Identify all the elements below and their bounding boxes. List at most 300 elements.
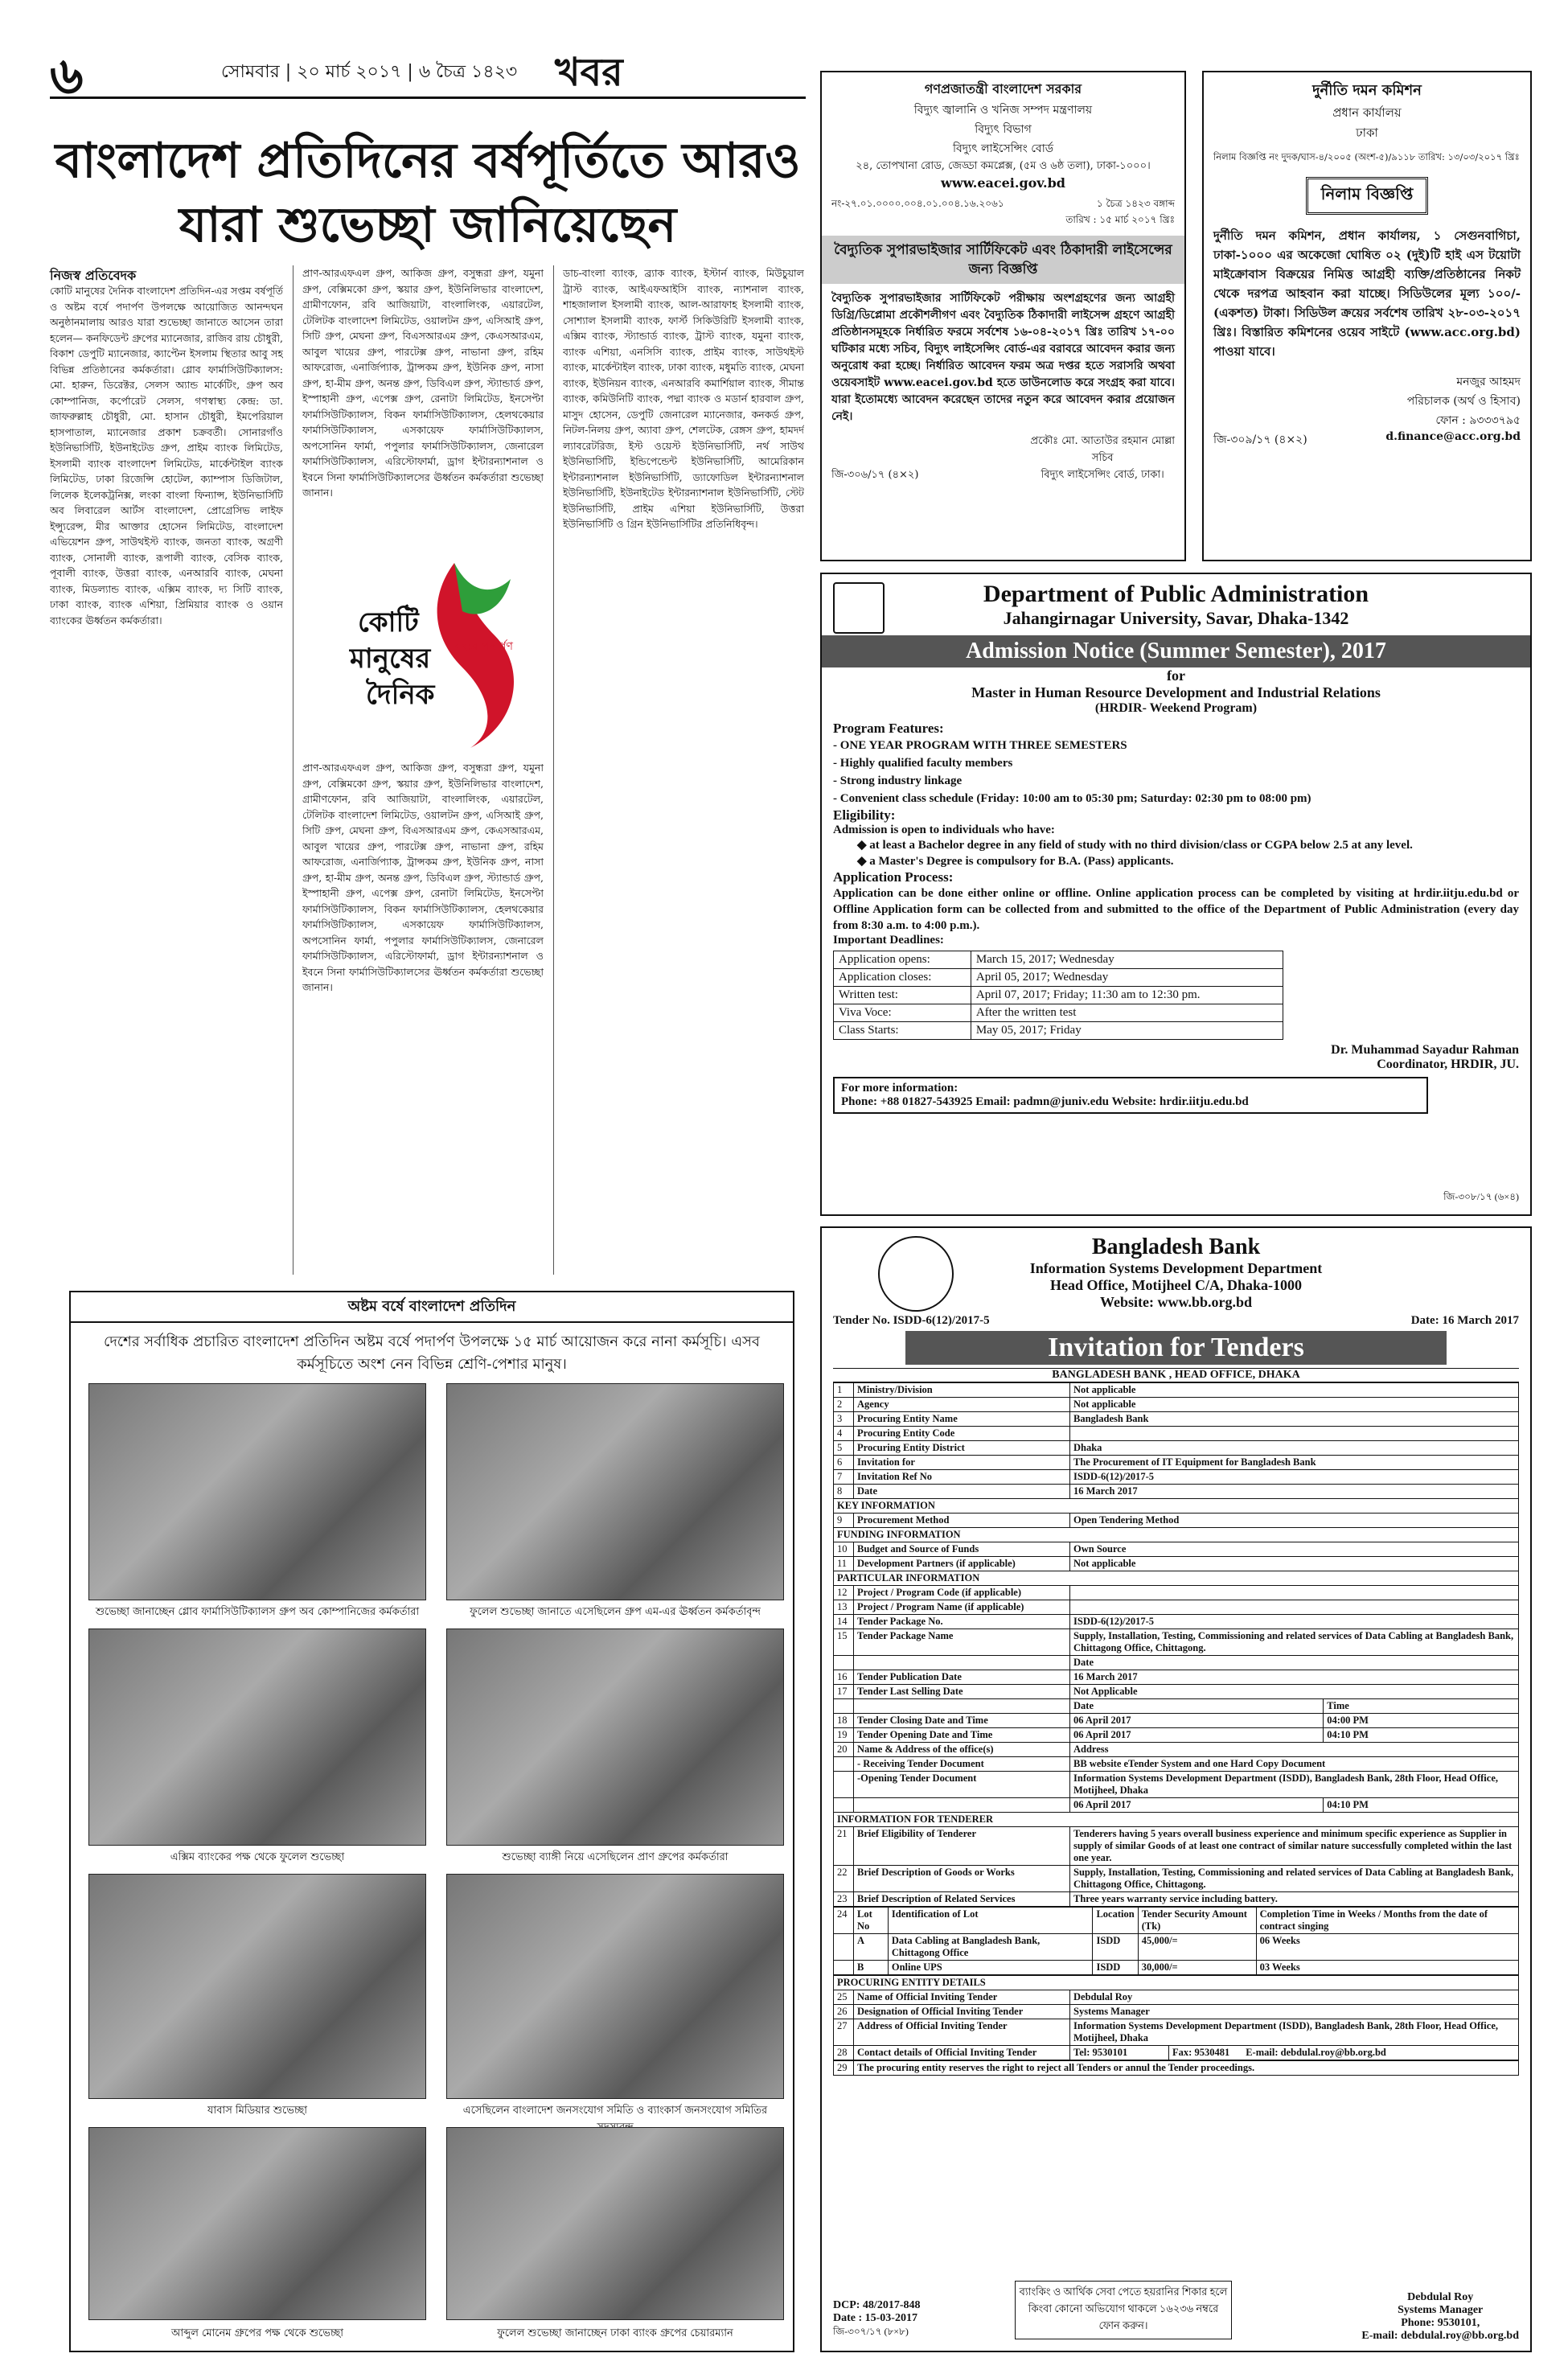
section-name: খবর (555, 50, 623, 95)
row-value: Date (1070, 1656, 1519, 1670)
table-row (834, 1485, 1519, 1499)
acc-footer (1213, 430, 1521, 450)
row-number (834, 1656, 854, 1670)
ju-deadline-row (834, 951, 1283, 969)
ju-deadline-label: Class Starts: (834, 1022, 971, 1040)
row-label: Brief Description of Goods or Works (854, 1866, 1070, 1892)
lot-no: B (854, 1961, 889, 1975)
photo-3 (88, 1629, 426, 1846)
row-label (854, 1798, 1070, 1813)
ju-deadlines-table (833, 951, 1283, 1040)
table-row (834, 1441, 1519, 1456)
photo-2 (446, 1383, 784, 1600)
row-number (834, 1961, 854, 1975)
table-row (834, 1629, 1519, 1656)
lot-name: Data Cabling at Bangladesh Bank, Chittagong Office (888, 1934, 1093, 1961)
row-number: 28 (834, 2046, 854, 2060)
bpdb-ref: জি-৩০৬/১৭ (৪×২) (831, 469, 919, 481)
bpdb-website: www.eacei.gov.bd (941, 175, 1065, 191)
row-value: Tel: 9530101 (1070, 2046, 1169, 2060)
row-value-2: 04:10 PM (1324, 1728, 1519, 1743)
lot-time: 03 Weeks (1256, 1961, 1518, 1975)
row-label: Contact details of Official Inviting Tender (854, 2046, 1070, 2060)
row-number: 25 (834, 1990, 854, 2005)
table-row (834, 1798, 1519, 1813)
bpdb-date-1: ১ চৈত্র ১৪২৩ বঙ্গাব্দ (1096, 198, 1175, 209)
acc-email: d.finance@acc.org.bd (1385, 430, 1521, 443)
row-value: The Procurement of IT Equipment for Bangladesh Bank (1070, 1456, 1519, 1470)
ju-eligibility-item: ◆ at least a Bachelor degree in any field of study with no third division/class or CGPA below 2.5 at any level. (857, 839, 1413, 852)
row-value (1070, 1586, 1519, 1600)
bb-sig-phone: Phone: 9530101, (1401, 2317, 1480, 2329)
lot-loc: ISDD (1093, 1961, 1138, 1975)
bb-table-title: BANGLADESH BANK , HEAD OFFICE, DHAKA (833, 1368, 1519, 1382)
table-row (834, 1542, 1519, 1557)
row-value: Not applicable (1070, 1398, 1519, 1412)
bb-dept: Information Systems Development Department (1029, 1260, 1323, 1276)
row-label: - Receiving Tender Document (854, 1757, 1070, 1772)
row-number: 14 (834, 1615, 854, 1629)
row-number: 16 (834, 1670, 854, 1685)
lot-no: A (854, 1934, 889, 1961)
lot-row (834, 1934, 1519, 1961)
table-section-label: PROCURING ENTITY DETAILS (834, 1976, 1519, 1990)
ju-for: for (1167, 667, 1185, 684)
bpdb-signatory-title: সচিব (1091, 452, 1114, 464)
row-label (854, 1699, 1070, 1714)
ju-deadline-value: March 15, 2017; Wednesday (971, 951, 1283, 969)
table-row (834, 2005, 1519, 2019)
row-value: Information Systems Development Department (ISDD), Bangladesh Bank, 28th Floor, Head Office, Motijheel, Dhaka (1070, 1772, 1519, 1798)
bb-tender-no: Tender No. ISDD-6(12)/2017-5 (833, 1314, 990, 1327)
row-number (834, 1699, 854, 1714)
ju-deadline-label: Application opens: (834, 951, 971, 969)
table-section-row (834, 1528, 1519, 1542)
table-row (834, 1866, 1519, 1892)
row-number: 12 (834, 1586, 854, 1600)
row-number: 27 (834, 2019, 854, 2046)
ju-eligibility-intro: Admission is open to individuals who have: (833, 824, 1055, 836)
bb-entity-table (833, 1975, 1519, 2060)
ju-features (833, 737, 1519, 807)
table-row (834, 1557, 1519, 1571)
acc-signatory: মনজুর আহমদ (1456, 376, 1521, 388)
row-number: 3 (834, 1412, 854, 1427)
lot-loc: ISDD (1093, 1934, 1138, 1961)
row-label: Ministry/Division (854, 1383, 1070, 1398)
bpdb-signature (1030, 433, 1175, 484)
table-section-row (834, 1499, 1519, 1514)
ju-deadline-value: April 05, 2017; Wednesday (971, 969, 1283, 987)
row-number: 15 (834, 1629, 854, 1656)
ju-signatory: Dr. Muhammad Sayadur Rahman (1331, 1043, 1519, 1057)
row-value-2: 04:10 PM (1324, 1798, 1519, 1813)
row-label: Date (854, 1485, 1070, 1499)
photo-caption-8: ফুলেল শুভেচ্ছা জানাচ্ছেন ঢাকা ব্যাংক গ্রুপের চেয়ারম্যান (497, 2327, 733, 2339)
table-row (834, 1600, 1519, 1615)
row-label: Tender Package Name (854, 1629, 1070, 1656)
row-value: Own Source (1070, 1542, 1519, 1557)
row-number: 23 (834, 1892, 854, 1907)
row-number: 4 (834, 1427, 854, 1441)
article-text-3: ডাচ-বাংলা ব্যাংক, ব্র্যাক ব্যাংক, ইস্টার্ন ব্যাংক, মিউচুয়াল ট্রাস্ট ব্যাংক, আইএফআইসি ব্যাংক, ন্যাশনাল ব্যাংক, শাহজালাল ইসলামী ব্যাংক, আল-আরাফাহ ইসলামী ব্যাংক, সোশ্যাল ইসলামী ব্যাংক, ফার্স্ট সিকিউরিটি ইসলামী ব্যাংক, এক্সিম ব্যাংক, স্ট্যান্ডার্ড ব্যাংক, ট্রাস্ট ব্যাংক, যমুনা ব্যাংক, ব্যাংক এশিয়া, এনসিসি ব্যাংক, প্রাইম ব্যাংক, সাউথইস্ট ব্যাংক, মার্কেন্টাইল ব্যাংক, ঢাকা ব্যাংক, মধুমতি ব্যাংক, মেঘনা ব্যাংক, ইউনিয়ন ব্যাংক, এনআরবি কমার্শিয়াল ব্যাংক, সীমান্ত ব্যাংক, কমিউনিটি ব্যাংক, পদ্মা ব্যাংক ও মডার্ন হারবাল গ্রুপ, মাসুদ হোসেন, ডেপুটি জেনারেল ম্যানেজার, কনকর্ড গ্রুপ, নিটল-নিলয় গ্রুপ, অ্যাবা গ্রুপ, শেলটেক, রেঙ্গস গ্রুপ, হামদর্দ ল্যাবরেটরিজ, ইস্ট ওয়েস্ট ইউনিভার্সিটি, নর্থ সাউথ ইউনিভার্সিটি, ইন্ডিপেন্ডেন্ট ইউনিভার্সিটি, আমেরিকান ইন্টারন্যাশনাল ইউনিভার্সিটি, ড্যাফোডিল ইন্টারন্যাশনাল ইউনিভার্সিটি, ইউনাইটেড ইন্টারন্যাশনাল ইউনিভার্সিটি, স্টেট ইউনিভার্সিটি, প্রাইম এশিয়া ইউনিভার্সিটি, উত্তরা ইউনিভার্সিটি ও গ্রিন ইউনিভার্সিটির প্রতিনিধিবৃন্দ। (563, 267, 804, 530)
row-value: Supply, Installation, Testing, Commissioning and related services of Data Cabling at Bangladesh Bank, Chittagong Office, Chittagong. (1070, 1866, 1519, 1892)
table-row (834, 1772, 1519, 1798)
ju-feature: - ONE YEAR PROGRAM WITH THREE SEMESTERS (833, 739, 1127, 752)
acc-title-2: প্রধান কার্যালয় (1332, 105, 1402, 120)
row-value: Address (1070, 1743, 1519, 1757)
ju-deadline-row (834, 1022, 1283, 1040)
photo-8 (446, 2127, 784, 2320)
table-row (834, 1827, 1519, 1866)
ju-contact-heading: For more information: (841, 1082, 958, 1095)
row-value: 16 March 2017 (1070, 1485, 1519, 1499)
page-number: ৬ (50, 46, 84, 106)
photo-caption-5: যাবাস মিডিয়ার শুভেচ্ছা (207, 2105, 308, 2117)
row-label: Invitation for (854, 1456, 1070, 1470)
photo-caption-1: শুভেচ্ছা জানাচ্ছেন গ্লোব ফার্মাসিউটিক্যালস গ্রুপ অব কোম্পানিজের কর্মকর্তারা (95, 1606, 420, 1618)
acc-phone: ফোন : ৯৩৩৩৭৯৫ (1435, 414, 1521, 427)
lot-name: Online UPS (888, 1961, 1093, 1975)
article-headline (50, 129, 806, 257)
bpdb-title-3: বিদ্যুৎ বিভাগ (975, 123, 1032, 136)
row-value: Not applicable (1070, 1557, 1519, 1571)
lots-header-cell: Location (1093, 1908, 1138, 1934)
table-row (834, 1743, 1519, 1757)
acc-notice-title-wrap (1213, 177, 1521, 215)
row-label: Development Partners (if applicable) (854, 1557, 1070, 1571)
bpdb-dates (1065, 197, 1175, 229)
row-label: Budget and Source of Funds (854, 1542, 1070, 1557)
row-value-2: 04:00 PM (1324, 1714, 1519, 1728)
bpdb-signatory: প্রকৌঃ মো. আতাউর রহমান মোল্লা (1030, 435, 1175, 447)
bb-dcp-block (833, 2299, 921, 2341)
lot-row (834, 1961, 1519, 1975)
row-value: 06 April 2017 (1070, 1728, 1324, 1743)
column-divider (553, 265, 554, 1275)
ju-admission-ad (820, 573, 1532, 1216)
ju-deadline-row (834, 987, 1283, 1004)
row-label: Brief Description of Related Services (854, 1892, 1070, 1907)
photo-caption-2: ফুলেল শুভেচ্ছা জানাতে এসেছিলেন গ্রুপ এম-এর ঊর্ধ্বতন কর্মকর্তাবৃন্দ (470, 1606, 761, 1618)
ju-eligibility-list (833, 837, 1519, 869)
row-label: Tender Opening Date and Time (854, 1728, 1070, 1743)
bb-logo-icon (878, 1236, 954, 1312)
photo-6 (446, 1874, 784, 2099)
table-row (834, 1656, 1519, 1670)
row-value: Date (1070, 1699, 1324, 1714)
bb-tender-ad (820, 1226, 1532, 2352)
row-value: Information Systems Development Department (ISDD), Bangladesh Bank, 28th Floor, Head Office, Motijheel, Dhaka (1070, 2019, 1519, 2046)
lot-amt: 30,000/= (1138, 1961, 1256, 1975)
photo-5 (88, 1874, 426, 2099)
row-value: Open Tendering Method (1070, 1514, 1519, 1528)
table-section-row (834, 1571, 1519, 1586)
anniversary-logo (334, 547, 559, 756)
bb-ref-row (833, 1314, 1519, 1328)
ju-features-heading: Program Features: (833, 721, 944, 736)
row-value: Supply, Installation, Testing, Commissioning and related services of Data Cabling at Bangladesh Bank, Chittagong Office, Chittagong. (1070, 1629, 1519, 1656)
article-text-1: কোটি মানুষের দৈনিক বাংলাদেশ প্রতিদিন-এর সপ্তম বর্ষপূর্তি ও অষ্টম বর্ষে পদার্পণ উপলক্ষে আয়োজিত আনন্দঘন অনুষ্ঠানমালায় আরও যারা শুভেচ্ছা জানাতে আসেন তারা হলেন— কনফিডেন্ট গ্রুপের ম্যানেজার, রাজিব রায় চৌধুরী, বিকাশ ডেপুটি ম্যানেজার, ক্যাপ্টেন ইসলাম স্থিতার আবু সহ বিভিন্ন প্রতিষ্ঠানের কর্মকর্তারা। গ্লোব ফার্মাসিউটিক্যালস: মো. হারুন, ডিরেক্টর, সেলস অ্যান্ড মার্কেটিং, গ্রুপ অব কোম্পানিজ, কর্পোরেট সেলস, গণস্বাস্থ্য কেন্দ্র: ডা. জাফরুল্লাহ চৌধুরী, মো. হাসান চৌধুরী, ইমপেরিয়াল হাসপাতাল, ম্যানেজার প্রকাশ চক্রবর্তী। সোনারগাঁও ইউনিভার্সিটি, ইউনাইটেড গ্রুপ, প্রাইম ব্যাংক লিমিটেড, ইসলামী ব্যাংক বাংলাদেশ লিমিটেড, মার্কেন্টাইল ব্যাংক লিমিটেড, ঢাকা রিজেন্সি হোটেল, ক্যাম্পাস ডিজিটাল, লিলেক ইলেকট্রনিক্স, লংকা বাংলা ফিন্যান্স, ইউনিভার্সিটি অব লিবারেল আর্টস বাংলাদেশ, প্রোগ্রেসিভ লাইফ ইন্স্যুরেন্স, মীর আক্তার হোসেন লিমিটেড, বাংলাদেশ এভিয়েশন গ্রুপ, সাউথইস্ট ব্যাংক, জনতা ব্যাংক, অগ্রণী ব্যাংক, সোনালী ব্যাংক, রূপালী ব্যাংক, বেসিক ব্যাংক, পূবালী ব্যাংক, উত্তরা ব্যাংক, এনআরবি ব্যাংক, মেঘনা ব্যাংক, মিডল্যান্ড ব্যাংক, এক্সিম ব্যাংক, দ্য সিটি ব্যাংক, ঢাকা ব্যাংক, ব্যাংক এশিয়া, প্রিমিয়ার ব্যাংক ও ওয়ান ব্যাংকের ঊর্ধ্বতন কর্মকর্তারা। (50, 285, 283, 626)
row-value: 16 March 2017 (1070, 1670, 1519, 1685)
row-number: 11 (834, 1557, 854, 1571)
table-row (834, 1699, 1519, 1714)
bb-sig-title: Systems Manager (1398, 2304, 1484, 2316)
ju-university: Jahangirnagar University, Savar, Dhaka-1342 (1003, 608, 1349, 628)
row-number: 19 (834, 1728, 854, 1743)
bb-tender-table (833, 1382, 1519, 1907)
article-text-2: প্রাণ-আরএফএল গ্রুপ, আকিজ গ্রুপ, বসুন্ধরা গ্রুপ, যমুনা গ্রুপ, বেক্সিমকো গ্রুপ, স্কয়ার গ্রুপ, ইউনিলিভার বাংলাদেশ, গ্রামীণফোন, রবি আজিয়াটা, বাংলালিংক, এয়ারটেল, টেলিটক বাংলাদেশ লিমিটেড, ওয়ালটন গ্রুপ, এসিআই গ্রুপ, সিটি গ্রুপ, মেঘনা গ্রুপ, বিএসআরএম গ্রুপ, কেএসআরএম, আবুল খায়ের গ্রুপ, পারটেক্স গ্রুপ, নাভানা গ্রুপ, রহিম আফরোজ, এনার্জিপ্যাক, ট্রান্সকম গ্রুপ, ইউনিক গ্রুপ, নাসা গ্রুপ, হা-মীম গ্রুপ, অনন্ত গ্রুপ, ডিবিএল গ্রুপ, স্ট্যান্ডার্ড গ্রুপ, ইস্পাহানী গ্রুপ, এপেক্স গ্রুপ, রেনাটা লিমিটেড, ইনসেপ্টা ফার্মাসিউটিক্যালস, বিকন ফার্মাসিউটিক্যালস, হেলথকেয়ার ফার্মাসিউটিক্যালস, এসকায়েফ ফার্মাসিউটিক্যালস, অপসোনিন ফার্মা, পপুলার ফার্মাসিউটিক্যালস, জেনারেল ফার্মাসিউটিক্যালস, এরিস্টোফার্মা, ড্রাগ ইন্টারন্যাশনাল ও ইবনে সিনা ফার্মাসিউটিক্যালসের ঊর্ধ্বতন কর্মকর্তারা শুভেচ্ছা জানান। (302, 267, 544, 499)
table-row (834, 1615, 1519, 1629)
headline-line-1: বাংলাদেশ প্রতিদিনের বর্ষপূর্তিতে আরও (55, 133, 801, 189)
row-label: Brief Eligibility of Tenderer (854, 1827, 1070, 1866)
bpdb-memo-row (831, 197, 1175, 229)
table-section-label: FUNDING INFORMATION (834, 1528, 1519, 1542)
bb-ref: জি-৩০৭/১৭ (৮×৮) (833, 2326, 909, 2337)
row-number: 20 (834, 1743, 854, 1757)
table-row (834, 2019, 1519, 2046)
table-section-label: KEY INFORMATION (834, 1499, 1519, 1514)
photo-box-title: অষ্টম বর্ষে বাংলাদেশ প্রতিদিন (69, 1291, 794, 1323)
photo-box-intro: দেশের সর্বাধিক প্রচারিত বাংলাদেশ প্রতিদিন অষ্টম বর্ষে পদার্পণ উপলক্ষে ১৫ মার্চ আয়োজন করে নানা কর্মসূচি। এসব কর্মসূচিতে অংশ নেন বিভিন্ন শ্রেণি-পেশার মানুষ। (104, 1333, 760, 1373)
row-number: 13 (834, 1600, 854, 1615)
row-label: Agency (854, 1398, 1070, 1412)
lot-amt: 45,000/= (1138, 1934, 1256, 1961)
row-label: Invitation Ref No (854, 1470, 1070, 1485)
ju-feature: - Convenient class schedule (Friday: 10:00 am to 05:30 pm; Saturday: 02:30 pm to 08:00 pm) (833, 792, 1311, 805)
row-number (834, 1772, 854, 1798)
table-row (834, 1383, 1519, 1398)
photo-caption-3: এক্সিম ব্যাংকের পক্ষ থেকে ফুলেল শুভেচ্ছা (170, 1851, 345, 1863)
article-text-2b: প্রাণ-আরএফএল গ্রুপ, আকিজ গ্রুপ, বসুন্ধরা গ্রুপ, যমুনা গ্রুপ, বেক্সিমকো গ্রুপ, স্কয়ার গ্রুপ, ইউনিলিভার বাংলাদেশ, গ্রামীণফোন, রবি আজিয়াটা, বাংলালিংক, এয়ারটেল, টেলিটক বাংলাদেশ লিমিটেড, ওয়ালটন গ্রুপ, এসিআই গ্রুপ, সিটি গ্রুপ, মেঘনা গ্রুপ, বিএসআরএম গ্রুপ, কেএসআরএম, আবুল খায়ের গ্রুপ, পারটেক্স গ্রুপ, নাভানা গ্রুপ, রহিম আফরোজ, এনার্জিপ্যাক, ট্রান্সকম গ্রুপ, ইউনিক গ্রুপ, নাসা গ্রুপ, হা-মীম গ্রুপ, অনন্ত গ্রুপ, ডিবিএল গ্রুপ, স্ট্যান্ডার্ড গ্রুপ, ইস্পাহানী গ্রুপ, এপেক্স গ্রুপ, রেনাটা লিমিটেড, ইনসেপ্টা ফার্মাসিউটিক্যালস, বিকন ফার্মাসিউটিক্যালস, হেলথকেয়ার ফার্মাসিউটিক্যালস, এসকায়েফ ফার্মাসিউটিক্যালস, অপসোনিন ফার্মা, পপুলার ফার্মাসিউটিক্যালস, জেনারেল ফার্মাসিউটিক্যালস, এরিস্টোফার্মা, ড্রাগ ইন্টারন্যাশনাল ও ইবনে সিনা ফার্মাসিউটিক্যালসের ঊর্ধ্বতন কর্মকর্তারা শুভেচ্ছা জানান। (302, 762, 544, 993)
row-value: 06 April 2017 (1070, 1714, 1324, 1728)
row-value: BB website eTender System and one Hard Copy Document (1070, 1757, 1519, 1772)
table-section-row (834, 1976, 1519, 1990)
acc-notice-title: নিলাম বিজ্ঞপ্তি (1306, 177, 1429, 215)
ju-program: Master in Human Resource Development and Industrial Relations (971, 684, 1381, 700)
ju-process-heading: Application Process: (833, 869, 954, 885)
row-label: Designation of Official Inviting Tender (854, 2005, 1070, 2019)
bpdb-title-2: বিদ্যুৎ জ্বালানি ও খনিজ সম্পদ মন্ত্রণালয় (913, 104, 1093, 117)
issue-date: সোমবার | ২০ মার্চ ২০১৭ | ৬ চৈত্র ১৪২৩ (221, 62, 518, 82)
bb-title: Bangladesh Bank (1091, 1234, 1261, 1259)
row-number: 21 (834, 1827, 854, 1866)
article-column-2-bottom (302, 760, 544, 1271)
ju-eligibility-text: at least a Bachelor degree in any field of study with no third division/class or CGPA below 2.5 at any level. (869, 839, 1413, 852)
row-value: Not applicable (1070, 1383, 1519, 1398)
acc-signature (1213, 372, 1521, 430)
row-number (834, 1934, 854, 1961)
row-number: 7 (834, 1470, 854, 1485)
ju-ref: জি-৩০৮/১৭ (৬×৪) (1443, 1191, 1519, 1202)
article-column-1 (50, 283, 283, 1272)
anniversary-logo-art (334, 547, 559, 756)
row-number: 22 (834, 1866, 854, 1892)
row-label: -Opening Tender Document (854, 1772, 1070, 1798)
ju-feature: - Highly qualified faculty members (833, 757, 1013, 770)
table-row (834, 1728, 1519, 1743)
article-byline: নিজস্ব প্রতিবেদক (50, 268, 137, 283)
row-value-3: E-mail: debdulal.roy@bb.org.bd (1246, 2047, 1386, 2058)
table-row (834, 1412, 1519, 1427)
row-label: Project / Program Code (if applicable) (854, 1586, 1070, 1600)
bb-lots-table (833, 1907, 1519, 1975)
ju-deadline-row (834, 969, 1283, 987)
logo-text-2: মানুষের (350, 643, 431, 675)
ju-eligibility-heading: Eligibility: (833, 807, 896, 823)
row-value: ISDD-6(12)/2017-5 (1070, 1470, 1519, 1485)
row-number: 17 (834, 1685, 854, 1699)
bb-sig-name: Debdulal Roy (1407, 2291, 1474, 2303)
ju-eligibility-item: ◆ a Master's Degree is compulsory for B.A. (Pass) applicants. (857, 855, 1174, 868)
table-row (834, 1456, 1519, 1470)
bb-complaint-notice: ব্যাংকিং ও আর্থিক সেবা পেতে হয়রানির শিকার হলে কিংবা কোনো অভিযোগ থাকলে ১৬২৩৬ নম্বরে ফোন করুন। (1015, 2281, 1232, 2339)
row-value-extra (1169, 2046, 1519, 2060)
row-label: Project / Program Name (if applicable) (854, 1600, 1070, 1615)
ju-deadline-value: After the written test (971, 1004, 1283, 1022)
logo-text-3: দৈনিক (366, 679, 435, 711)
row-label: Procuring Entity Code (854, 1427, 1070, 1441)
lots-header-cell: Lot No (854, 1908, 889, 1934)
lot-time: 06 Weeks (1256, 1934, 1518, 1961)
header-rule (50, 97, 806, 99)
table-row (834, 1398, 1519, 1412)
bpdb-sign-row (831, 433, 1175, 484)
acc-title-3: ঢাকা (1356, 125, 1378, 140)
ju-program-short: (HRDIR- Weekend Program) (1094, 701, 1258, 715)
table-row (834, 1714, 1519, 1728)
ju-banner: Admission Notice (Summer Semester), 2017 (822, 635, 1530, 667)
bpdb-address: ২৪, তোপখানা রোড, জেড্ডা কমপ্লেক্স, (৫ম ও ৬ষ্ঠ তলা), ঢাকা-১০০০। (856, 160, 1151, 172)
table-row (834, 1514, 1519, 1528)
table-row (834, 1757, 1519, 1772)
acc-signatory-title: পরিচালক (অর্থ ও হিসাব) (1406, 395, 1521, 408)
photo-7 (88, 2127, 426, 2320)
electricity-licensing-ad (820, 71, 1186, 561)
photo-1 (88, 1383, 426, 1600)
bb-row-29 (833, 2060, 1519, 2076)
table-row (834, 1470, 1519, 1485)
row-label: Tender Last Selling Date (854, 1685, 1070, 1699)
ju-eligibility-text: a Master's Degree is compulsory for B.A. (Pass) applicants. (869, 855, 1174, 868)
photo-caption-7: আব্দুল মোনেম গ্রুপের পক্ষ থেকে শুভেচ্ছা (170, 2327, 344, 2339)
row-label: Tender Closing Date and Time (854, 1714, 1070, 1728)
row-number: 1 (834, 1383, 854, 1398)
bb-date: Date: 16 March 2017 (1410, 1314, 1519, 1327)
bb-sig-email: E-mail: debdulal.roy@bb.org.bd (1361, 2330, 1519, 2342)
bb-website: Website: www.bb.org.bd (1099, 1294, 1253, 1310)
row-label (854, 1656, 1070, 1670)
ju-contact-box (833, 1077, 1428, 1114)
table-row (834, 2046, 1519, 2060)
bb-dcp: DCP: 48/2017-848 (833, 2299, 921, 2311)
table-row (834, 1685, 1519, 1699)
row-number (834, 1798, 854, 1813)
ju-deadline-value: May 05, 2017; Friday (971, 1022, 1283, 1040)
acc-body: দুর্নীতি দমন কমিশন, প্রধান কার্যালয়, ১ সেগুনবাগিচা, ঢাকা-১০০০ এর অকেজো ঘোষিত ০২ (দুই)টি হাই এস টয়োটা মাইক্রোবাস বিক্রয়ের নিমিত্ত আগ্রহী ব্যক্তি/প্রতিষ্ঠানের নিকট থেকে দরপত্র আহবান করা যাচ্ছে। সিডিউলের মূল্য ১০০/- (একশত) টাকা। সিডিউল ক্রয়ের সর্বশেষ তারিখ ২৮-০৩-২০১৭ খ্রিঃ। বিস্তারিত কমিশনের ওয়েব সাইটে (www.acc.org.bd) পাওয়া যাবে। (1213, 228, 1521, 359)
row-value: Not Applicable (1070, 1685, 1519, 1699)
ju-feature: - Strong industry linkage (833, 774, 963, 787)
bpdb-title-4: বিদ্যুৎ লাইসেন্সিং বোর্ড (952, 142, 1054, 155)
ju-contact: Phone: +88 01827-543925 Email: padmn@juniv.edu Website: hrdir.iitju.edu.bd (841, 1095, 1249, 1108)
acc-title-1: দুর্নীতি দমন কমিশন (1312, 82, 1422, 99)
bpdb-notice-title: বৈদ্যুতিক সুপারভাইজার সার্টিফিকেট এবং ঠিকাদারী লাইসেন্সের জন্য বিজ্ঞপ্তি (822, 236, 1184, 284)
photo-caption-6: এসেছিলেন বাংলাদেশ জনসংযোগ সমিতি ও ব্যাংকার্স জনসংযোগ সমিতির (462, 2105, 768, 2117)
acc-auction-ad (1202, 71, 1532, 561)
row-number: 2 (834, 1398, 854, 1412)
table-row (834, 1586, 1519, 1600)
table-row: 29 The procuring entity reserves the right to reject all Tenders or annul the Tender proceedings. (834, 2061, 1519, 2076)
table-section-row (834, 1813, 1519, 1827)
article-column-2-top (302, 265, 544, 531)
row-value (1070, 1600, 1519, 1615)
row-number (834, 1757, 854, 1772)
row-number: 10 (834, 1542, 854, 1557)
table-row (834, 1892, 1519, 1907)
bpdb-memo: নং-২৭.০১.০০০০.০০৪.০১.০০৪.১৬.২০৬১ (831, 198, 1004, 209)
row-label: Procuring Entity District (854, 1441, 1070, 1456)
logo-tagline: বছরে পদার্পণ (454, 640, 513, 653)
ju-dept-title: Department of Public Administration (983, 581, 1369, 607)
ju-deadlines-heading: Important Deadlines: (833, 934, 944, 947)
bb-dcp-date: Date : 15-03-2017 (833, 2312, 917, 2324)
row-label: Procuring Entity Name (854, 1412, 1070, 1427)
ju-deadline-label: Application closes: (834, 969, 971, 987)
ju-signatory-title: Coordinator, HRDIR, JU. (1377, 1058, 1519, 1071)
row-number: 8 (834, 1485, 854, 1499)
lots-header-row (834, 1908, 1519, 1934)
acc-memo: নিলাম বিজ্ঞপ্তি নং দুদক/ঘাস-৪/২০০৫ (অংশ-৫)/৯১১৮ তারিখ: ১৩/০৩/২০১৭ খ্রিঃ (1213, 151, 1520, 162)
bb-office: Head Office, Motijheel C/A, Dhaka-1000 (1050, 1277, 1302, 1293)
lots-header-cell: Tender Security Amount (Tk) (1138, 1908, 1256, 1934)
bpdb-signatory-org: বিদ্যুৎ লাইসেন্সিং বোর্ড, ঢাকা। (1041, 469, 1164, 481)
row-label: Address of Official Inviting Tender (854, 2019, 1070, 2046)
row-number: 24 (834, 1908, 854, 1934)
table-row (834, 1427, 1519, 1441)
bpdb-title-1: গণপ্রজাতন্ত্রী বাংলাদেশ সরকার (924, 81, 1082, 97)
lots-header-cell: Identification of Lot (888, 1908, 1093, 1934)
row-value: Systems Manager (1070, 2005, 1519, 2019)
bb-row29-text: The procuring entity reserves the right to reject all Tenders or annul the Tender proceedings. (854, 2061, 1519, 2076)
lots-header-cell: Completion Time in Weeks / Months from the date of contract singing (1256, 1908, 1518, 1934)
row-value: Three years warranty service including battery. (1070, 1892, 1519, 1907)
row-label: Tender Publication Date (854, 1670, 1070, 1685)
row-number: 5 (834, 1441, 854, 1456)
row-value: Tenderers having 5 years overall business experience and minimum specific experience as Supplier in supply of similar Goods of at least one contract of similar nature successfully completed within the last one year. (1070, 1827, 1519, 1866)
table-section-label: PARTICULAR INFORMATION (834, 1571, 1519, 1586)
row-value: Debdulal Roy (1070, 1990, 1519, 2005)
table-row (834, 1990, 1519, 2005)
bb-signature (1361, 2291, 1519, 2343)
row-label: Name & Address of the office(s) (854, 1743, 1070, 1757)
photo-4 (446, 1629, 784, 1846)
ju-crest-icon (833, 582, 885, 634)
article-column-3 (563, 265, 804, 1271)
row-label: Tender Package No. (854, 1615, 1070, 1629)
row-number: 18 (834, 1714, 854, 1728)
bpdb-body: বৈদ্যুতিক সুপারভাইজার সার্টিফিকেট পরীক্ষায় অংশগ্রহণের জন্য আগ্রহী ডিগ্রি/ডিপ্লোমা প্রকৌশলীগণ এবং বৈদ্যুতিক ঠিকাদারী লাইসেন্স গ্রহণে আগ্রহী প্রতিষ্ঠানসমূহকে নির্ধারিত ফরমে সর্বশেষ ১৬-০৪-২০১৭ খ্রিঃ তারিখ ১৭-০০ ঘটিকার মধ্যে সচিব, বিদ্যুৎ লাইসেন্সিং বোর্ড-এর বরাবরে আবেদন করার জন্য অনুরোধ করা হচ্ছে। নির্ধারিত আবেদন ফরম অত্র দপ্তর হতে সরাসরি অথবা ওয়েবসাইট www.eacei.gov.bd হতে ডাউনলোড করে সংগ্রহ করা যাবে। যারা ইতোমধ্যে আবেদন করেছেন তাদের নতুন করে আবেদন করার প্রয়োজন নেই। (831, 292, 1175, 423)
row-value-2: Time (1324, 1699, 1519, 1714)
ju-deadline-row (834, 1004, 1283, 1022)
table-section-label: INFORMATION FOR TENDERER (834, 1813, 1519, 1827)
bb-banner: Invitation for Tenders (905, 1331, 1447, 1365)
row-number: 26 (834, 2005, 854, 2019)
row-value: Bangladesh Bank (1070, 1412, 1519, 1427)
table-row (834, 1670, 1519, 1685)
ju-process-text: Application can be done either online or offline. Online application process can be completed by visiting at hrdir.iitju.edu.bd or Offline Application form can be collected from and submitted to the office of the Department of Public Administration (every day from 8:30 a.m. to 4:00 p.m.). (833, 887, 1519, 932)
row-label: Name of Official Inviting Tender (854, 1990, 1070, 2005)
row-value: 06 April 2017 (1070, 1798, 1324, 1813)
